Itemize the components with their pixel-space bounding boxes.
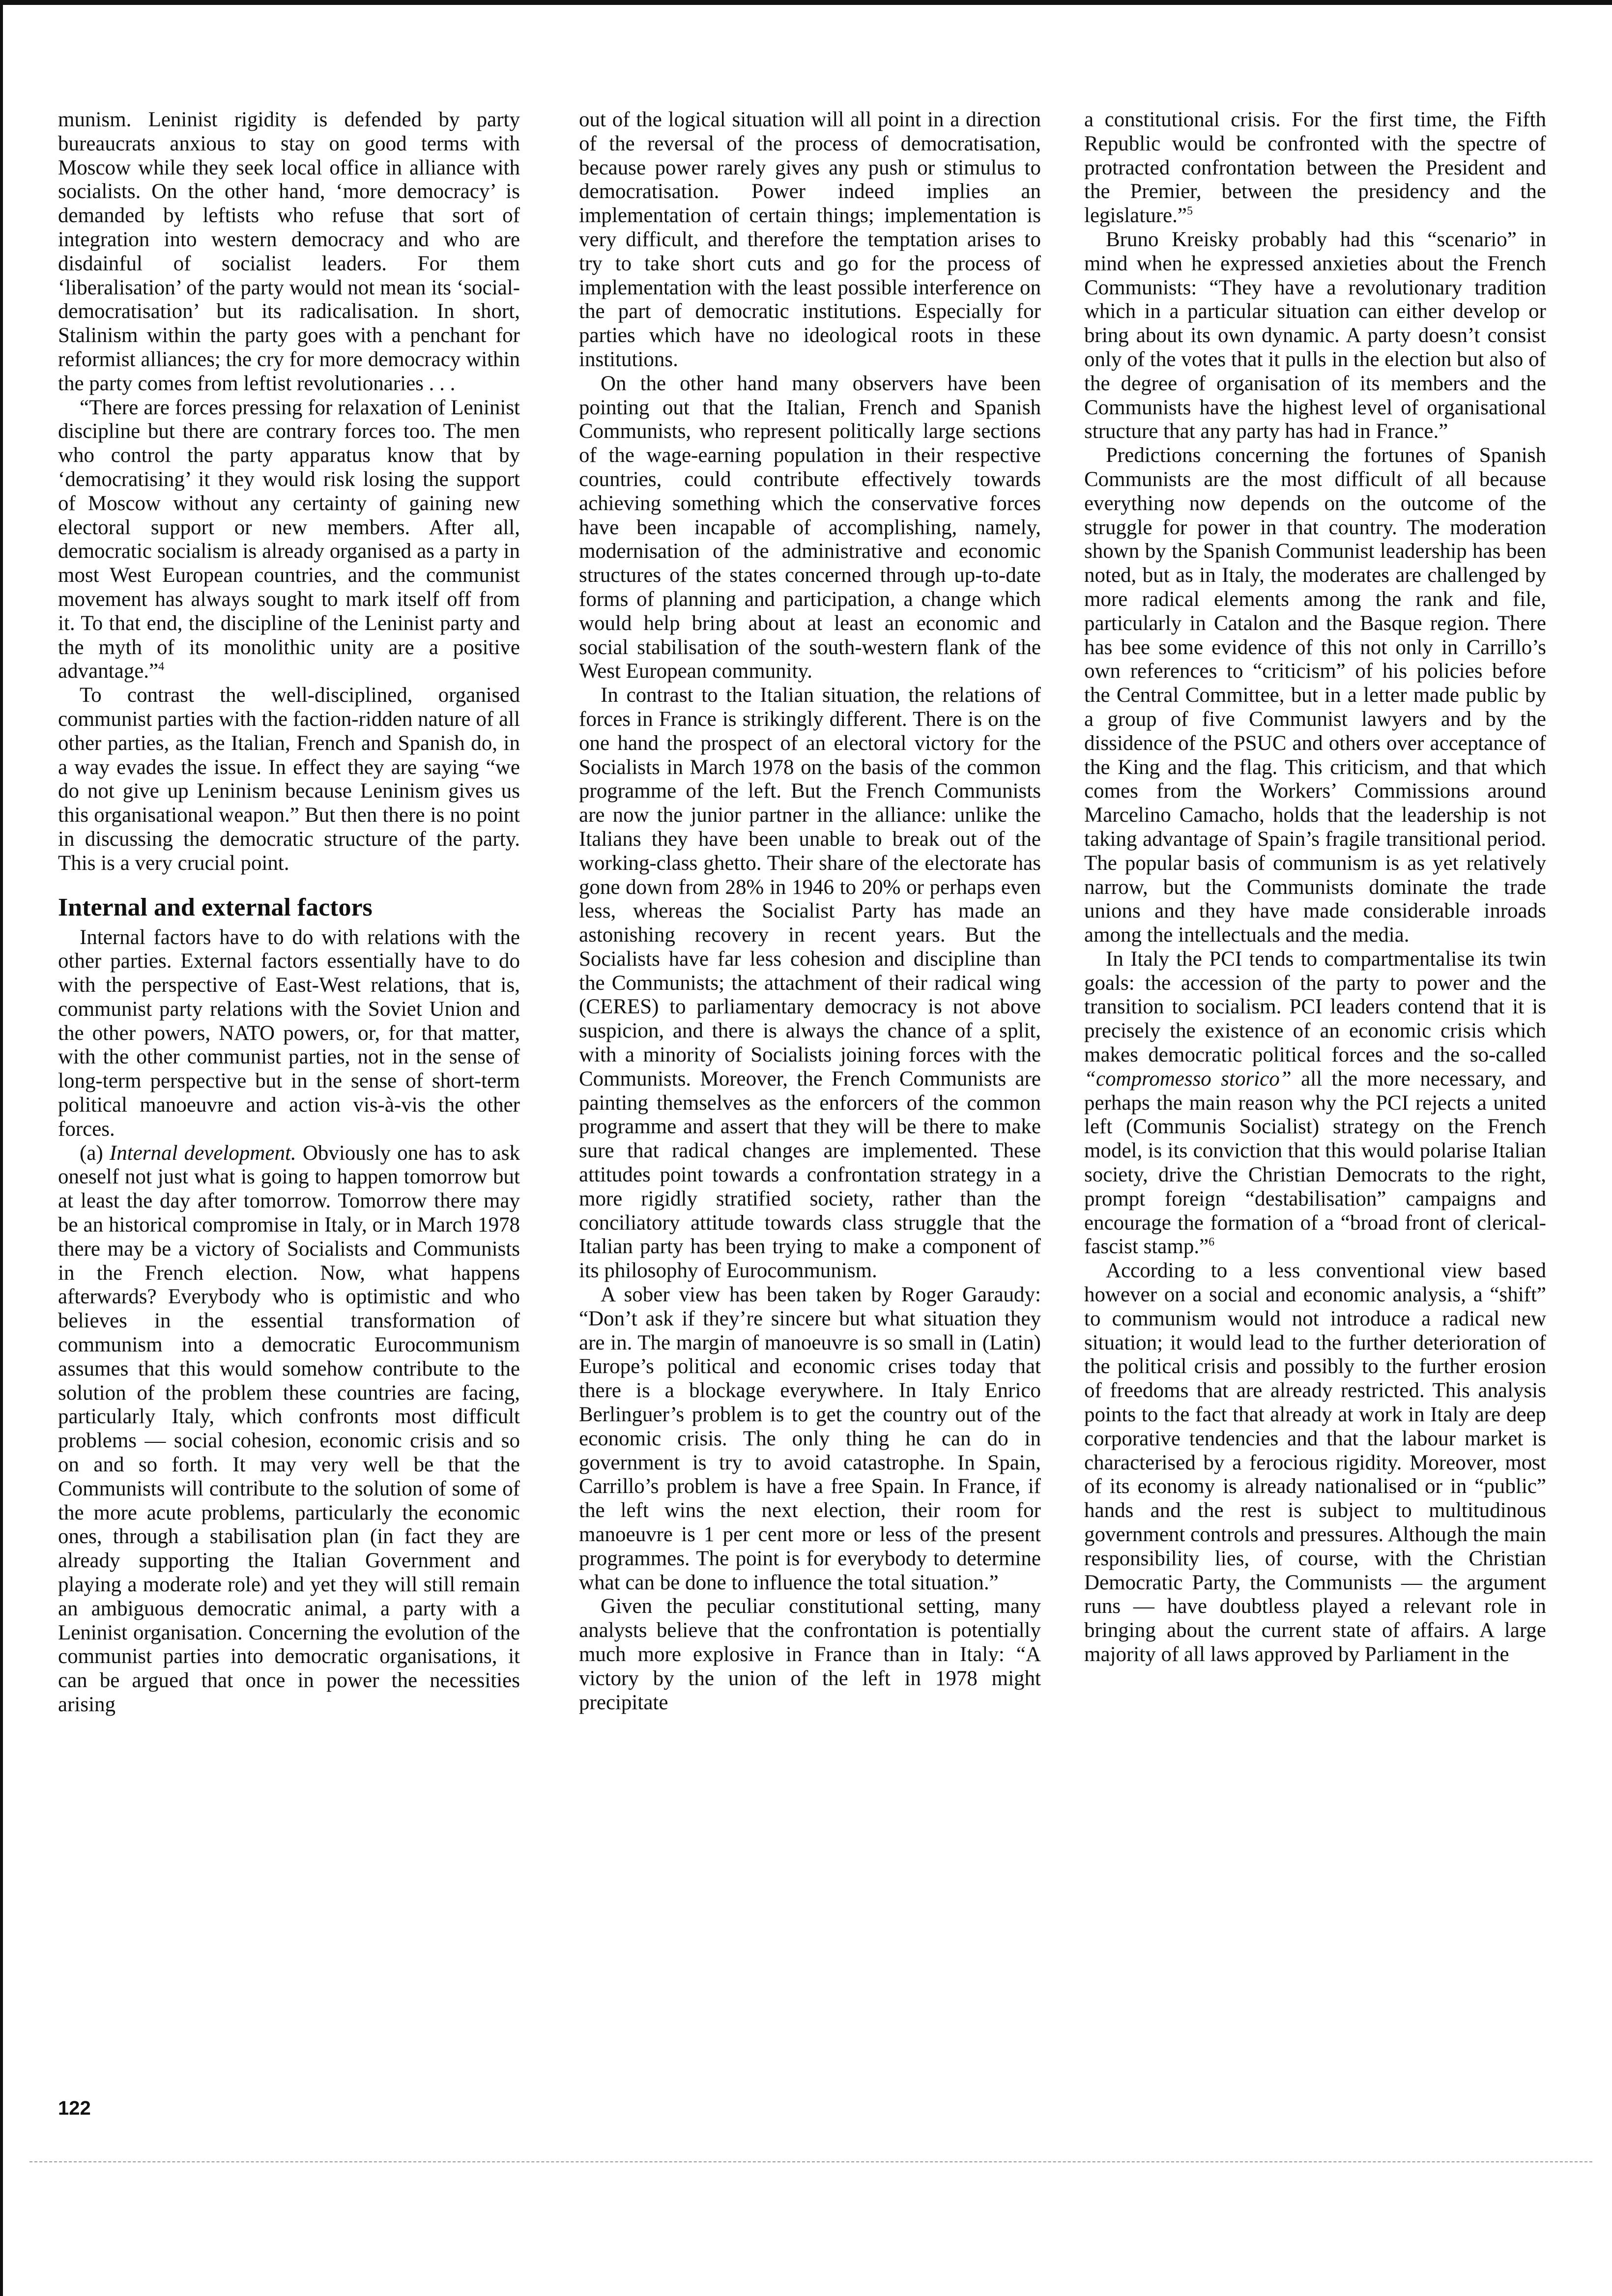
footnote-marker: 5: [1186, 204, 1193, 218]
paragraph: In contrast to the Italian situation, the relations of forces in France is strikingly different. There is on the one hand the prospect of an electoral victory for the Socialists in March 1978 on the basis of the common programme of the left. But the French Communists are now the junior partner in the alliance: unlike the Italians they have been unable to break out of the working-class ghetto. Their share of the electorate has gone down from 28% in 1946 to 20% or perhaps even less, whereas the Socialist Party has made an astonishing recovery in recent years. But the Socialists have far less cohesion and discipline than the Communists; the attachment of their radical wing (CERES) to parliamentary democracy is not above suspicion, and there is always the chance of a split, with a minority of Socialists joining forces with the Communists. Moreover, the French Communists are painting themselves as the enforcers of the common programme and assert that they will be there to make sure that radical changes are implemented. These attitudes point towards a confrontation strategy in a more rigidly stratified society, rather than the conciliatory attitude towards class struggle that the Italian party has been trying to make a component of its philosophy of Eurocommunism.: [579, 684, 1041, 1283]
paragraph: On the other hand many observers have been pointing out that the Italian, French and Spanish Communists, who represent politically large sections of the wage-earning population in their respective countries, could contribute effectively towards achieving something which the conservative forces have been incapable of accomplishing, namely, modernisation of the administrative and economic structures of the states concerned through up-to-date forms of planning and participation, a change which would help bring about at least an economic and social stabilisation of the south-western flank of the West European community.: [579, 372, 1041, 683]
text-column-left: [58, 108, 520, 1717]
footnote-marker: 4: [158, 660, 165, 673]
paragraph-text: all the more necessary, and perhaps the main reason why the PCI rejects a united left (Communis Socialist) strategy on the French model, is its conviction that this would polarise Italian society, drive the Christian Democrats to the right, prompt foreign “destabilisation” campaigns and encourage the formation of a “broad front of clerical-fascist stamp.”: [1084, 1067, 1546, 1259]
left-border-rule: [0, 0, 3, 2296]
paragraph: To contrast the well-disciplined, organised communist parties with the faction-ridden nature of all other parties, as the Italian, French and Spanish do, in a way evades the issue. In effect they are saying “we do not give up Leninism because Leninism gives us this organisational weapon.” But then there is no point in discussing the democratic structure of the party. This is a very crucial point.: [58, 684, 520, 875]
paragraph: Internal factors have to do with relations with the other parties. External factors essentially have to do with the perspective of East-West relations, that is, communist party relations with the Soviet Union and the other powers, NATO powers, or, for that matter, with the other communist parties, not in the sense of long-term perspective but in the sense of short-term political manoeuvre and action vis-à-vis the other forces.: [58, 925, 520, 1141]
paragraph-text: “There are forces pressing for relaxation of Leninist discipline but there are contrary forces too. The men who control the party apparatus know that by ‘democratising’ it they would risk losing the support of Moscow without any certainty of gaining new electoral support or new members. After all, democratic socialism is already organised as a party in most West European countries, and the communist movement has always sought to mark itself off from it. To that end, the discipline of the Leninist party and the myth of its monolithic unity are a positive advantage.”: [58, 396, 520, 683]
paragraph: [1084, 947, 1546, 1259]
paragraph: Predictions concerning the fortunes of Spanish Communists are the most difficult of all because everything now depends on the outcome of the struggle for power in that country. The moderation shown by the Spanish Communist leadership has been noted, but as in Italy, the moderates are challenged by more radical elements among the rank and file, particularly in Catalon and the Basque region. There has bee some evidence of this not only in Carrillo’s own references to “criticism” of his policies before the Central Committee, but in a letter made public by a group of five Communist lawyers and by the dissidence of the PSUC and others over acceptance of the King and the flag. This criticism, and that which comes from the Workers’ Commissions around Marcelino Camacho, holds that the leadership is not taking advantage of Spain’s fragile transitional period. The popular basis of communism is as yet relatively narrow, but the Communists dominate the trade unions and they have made considerable inroads among the intellectuals and the media.: [1084, 444, 1546, 947]
paragraph: [58, 1142, 520, 1717]
footnote-marker: 6: [1209, 1236, 1215, 1249]
text-column-middle: [579, 108, 1041, 1715]
text-column-right: [1084, 108, 1546, 1667]
paragraph-text: a constitutional crisis. For the first time, the Fifth Republic would be confronted with the spectre of protracted confrontation between the President and the Premier, between the presidency and the legislature.”: [1084, 108, 1546, 228]
italic-term: “compromesso storico”: [1084, 1067, 1292, 1091]
page-number: 122: [58, 2097, 91, 2119]
top-border-rule: [0, 0, 1612, 5]
paragraph-text: In Italy the PCI tends to compartmentalise its twin goals: the accession of the party to power and the transition to socialism. PCI leaders contend that it is precisely the existence of an economic crisis which makes democratic political forces and the so-called: [1084, 947, 1546, 1067]
paragraph: A sober view has been taken by Roger Garaudy: “Don’t ask if they’re sincere but what situation they are in. The margin of manoeuvre is so small in (Latin) Europe’s political and economic crises today that there is a blockage everywhere. In Italy Enrico Berlinguer’s problem is to get the country out of the economic crisis. The only thing he can do in government is try to avoid catastrophe. In Spain, Carrillo’s problem is have a free Spain. In France, if the left wins the next election, their room for manoeuvre is 1 per cent more or less of the present programmes. The point is for everybody to determine what can be done to influence the total situation.”: [579, 1283, 1041, 1594]
paragraph: According to a less conventional view based however on a social and economic analysis, a “shift” to communism would not introduce a radical new situation; it would lead to the further deterioration of the political crisis and possibly to the further erosion of freedoms that are already restricted. This analysis points to the fact that already at work in Italy are deep corporative tendencies and that the labour market is characterised by a ferocious rigidity. Moreover, most of its economy is already nationalised or in “public” hands and the rest is subject to multitudinous government controls and pressures. Although the main responsibility lies, of course, with the Christian Democratic Party, the Communists — the argument runs — have doubtless played a relevant role in bringing about the current state of affairs. A large majority of all laws approved by Parliament in the: [1084, 1259, 1546, 1666]
paragraph-lead: (a): [80, 1141, 110, 1165]
paragraph: out of the logical situation will all point in a direction of the reversal of the process of democratisation, because power rarely gives any push or stimulus to democratisation. Power indeed implies an implementation of certain things; implementation is very difficult, and therefore the temptation arises to try to take short cuts and go for the process of implementation with the least possible interference on the part of democratic institutions. Especially for parties which have no ideological roots in these institutions.: [579, 108, 1041, 371]
section-heading: Internal and external factors: [58, 893, 373, 921]
paragraph-text: Obviously one has to ask oneself not just what is going to happen tomorrow but at least the day after tomorrow. Tomorrow there may be an historical compromise in Italy, or in March 1978 there may be a victory of Socialists and Communists in the French election. Now, what happens afterwards? Everybody who is optimistic and who believes in the essential transformation of communism into a democratic Eurocommunism assumes that this would somehow contribute to the solution of the problem these countries are facing, particularly Italy, which confronts most difficult problems — social cohesion, economic crisis and so on and so forth. It may very well be that the Communists will contribute to the solution of some of the more acute problems, particularly the economic ones, through a stabilisation plan (in fact they are already supporting the Italian Government and playing a moderate role) and yet they will still remain an ambiguous democratic animal, a party with a Leninist organisation. Concerning the evolution of the communist parties into democratic organisations, it can be argued that once in power the necessities arising: [58, 1141, 520, 1716]
paragraph: [58, 396, 520, 684]
paragraph: Bruno Kreisky probably had this “scenario” in mind when he expressed anxieties about the French Communists: “They have a revolutionary tradition which in a particular situation can either develop or bring about its own dynamic. A party doesn’t consist only of the votes that it pulls in the election but also of the degree of organisation of its members and the Communists have the highest level of organisational structure that any party has had in France.”: [1084, 228, 1546, 443]
paragraph: Given the peculiar constitutional setting, many analysts believe that the confrontation is potentially much more explosive in France than in Italy: “A victory by the union of the left in 1978 might precipitate: [579, 1595, 1041, 1714]
paragraph: munism. Leninist rigidity is defended by party bureaucrats anxious to stay on good terms with Moscow while they seek local office in alliance with socialists. On the other hand, ‘more democracy’ is demanded by leftists who refuse that sort of integration into western democracy and who are disdainful of socialist leaders. For them ‘liberalisation’ of the party would not mean its ‘social-democratisation’ but its radicalisation. In short, Stalinism within the party goes with a penchant for reformist alliances; the cry for more democracy within the party comes from leftist revolutionaries . . .: [58, 108, 520, 395]
subsection-label: Internal development.: [109, 1141, 296, 1165]
paragraph: [1084, 108, 1546, 228]
bottom-rule: [29, 2161, 1592, 2162]
